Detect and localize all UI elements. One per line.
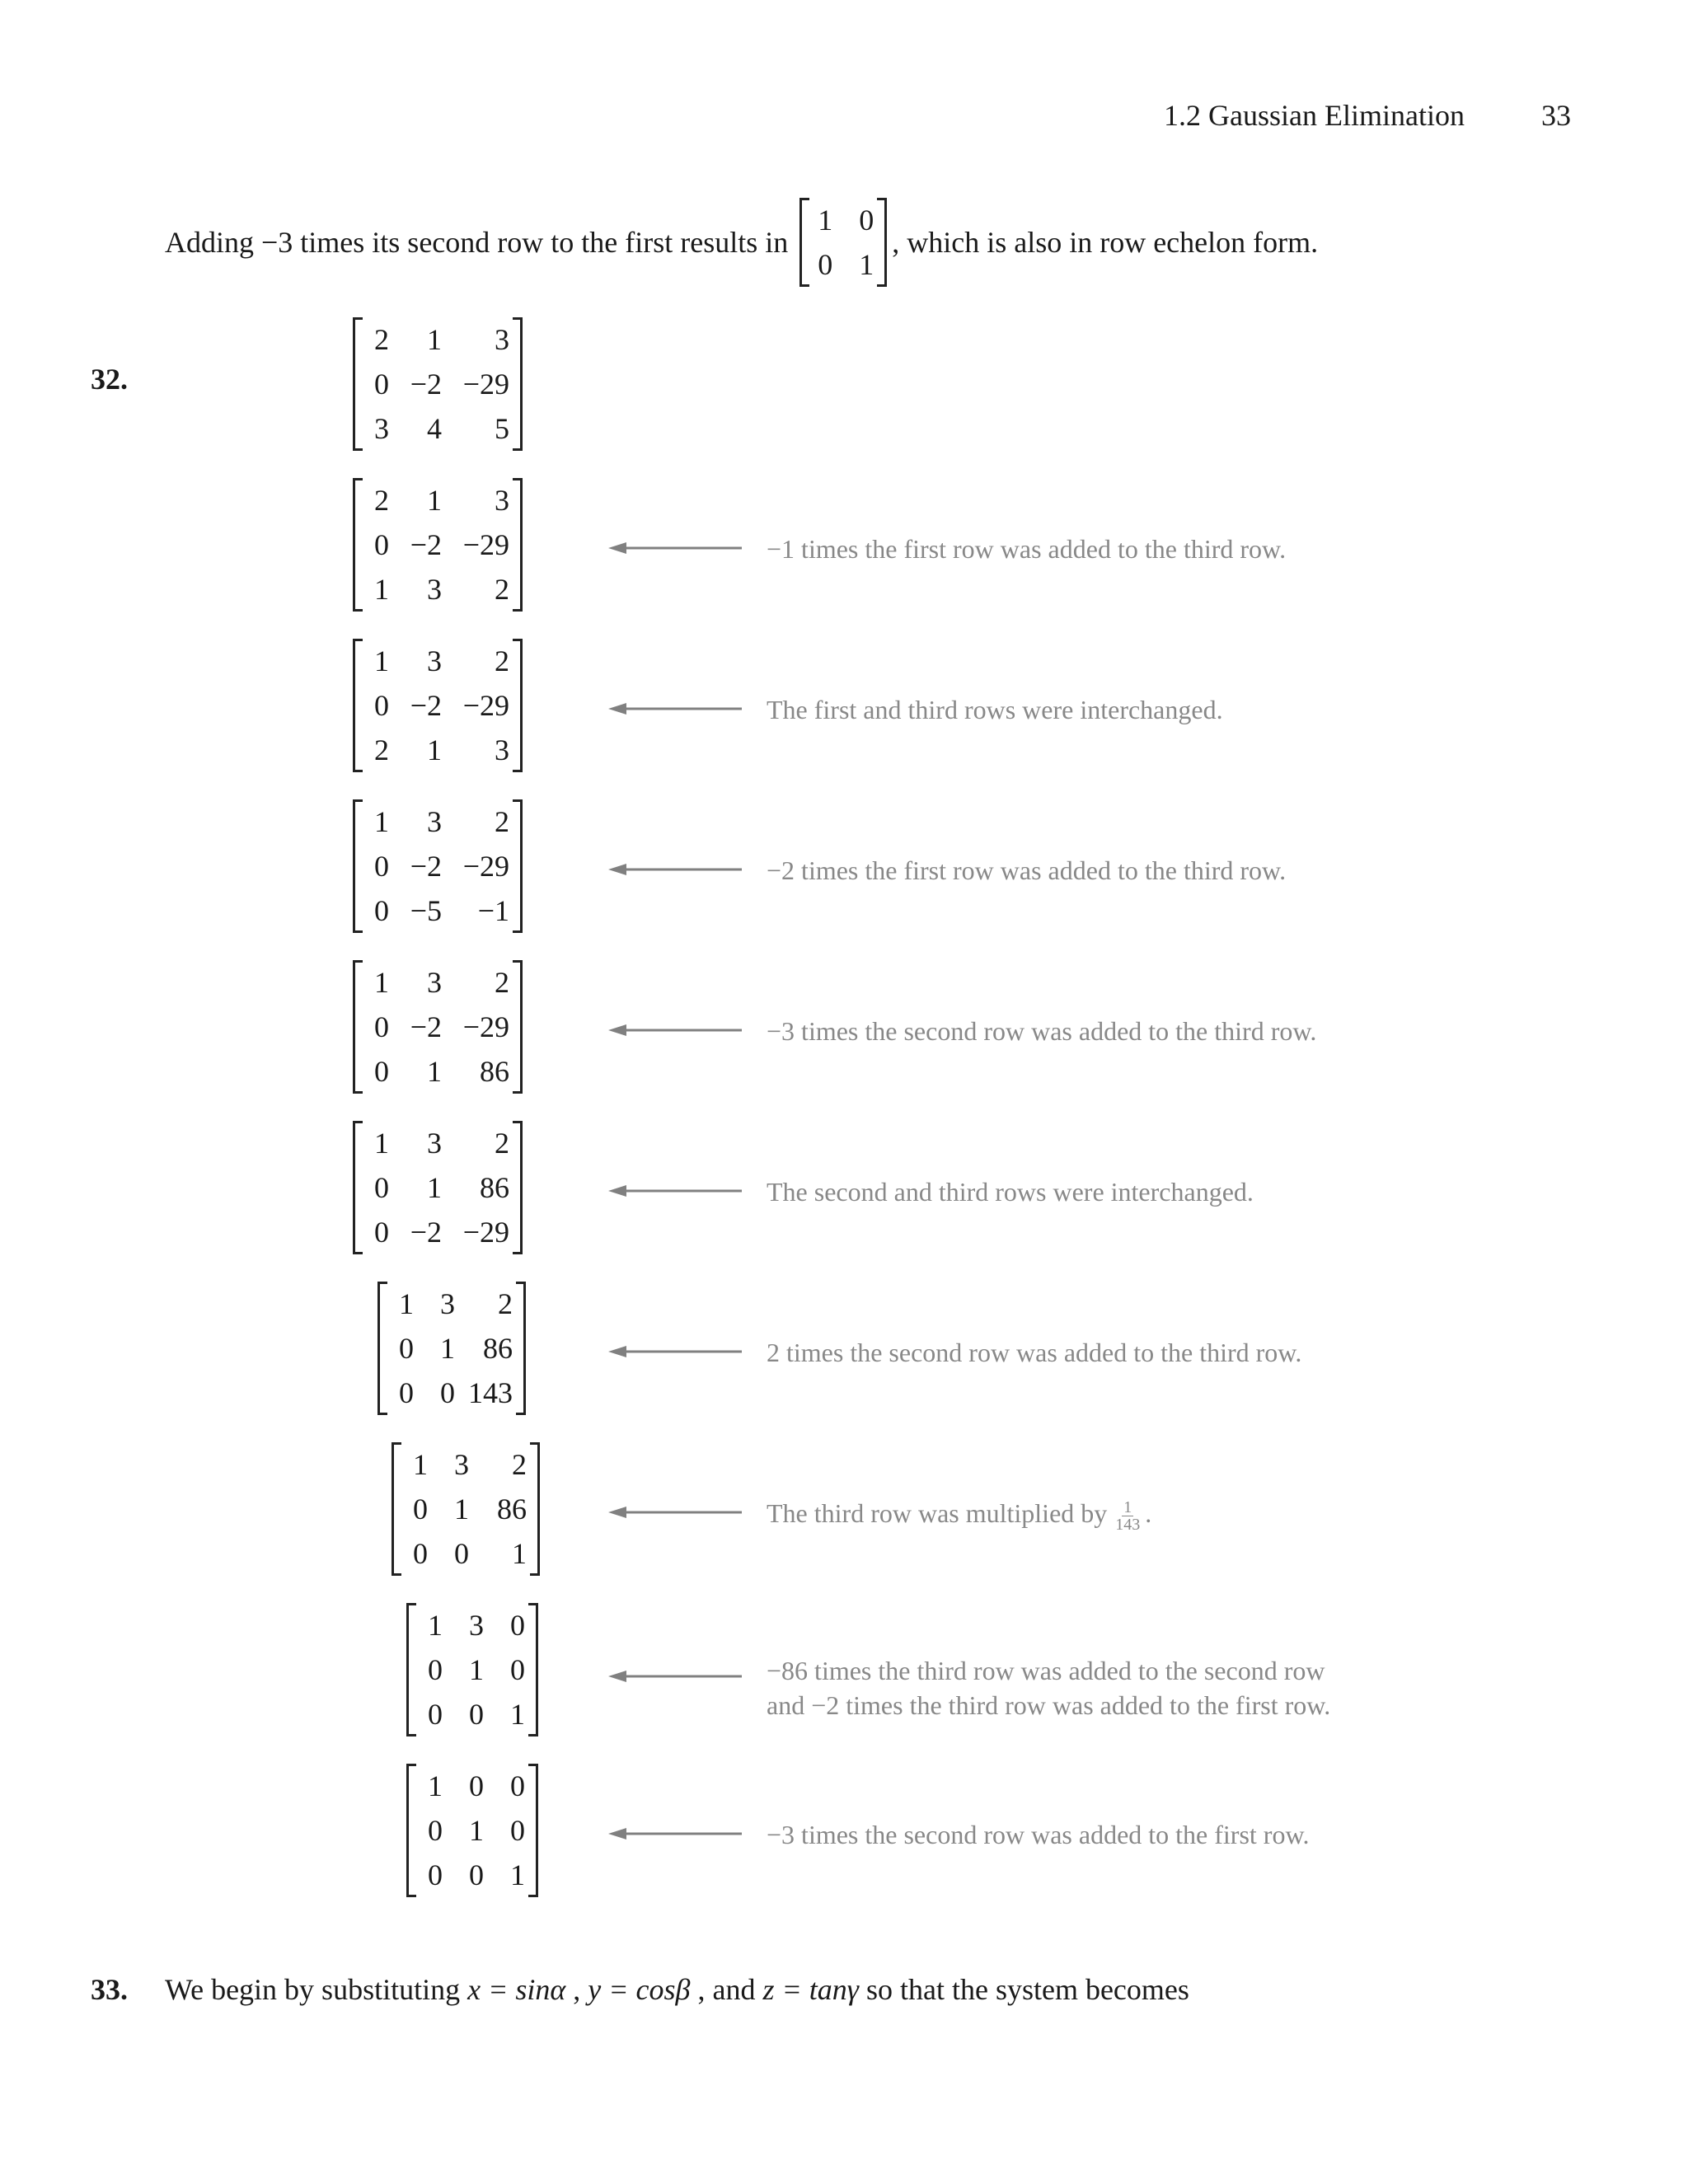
matrix-cell: 0	[413, 1537, 428, 1570]
matrix-cell: 0	[454, 1537, 469, 1570]
step-note-text: The first and third rows were interchanged.	[767, 695, 1223, 724]
matrix-cell: 2	[495, 573, 509, 606]
matrix-cell: 1	[469, 1814, 484, 1847]
matrix-cell: 0	[374, 1055, 389, 1088]
matrix-cell: 0	[374, 368, 389, 401]
bracket-left	[353, 799, 363, 933]
matrix-cell: −29	[462, 1010, 509, 1043]
matrix-cell: 2	[374, 733, 389, 766]
step-note-8	[767, 1496, 1151, 1533]
bracket-left	[353, 1121, 363, 1254]
matrix-cell: 1	[427, 484, 442, 517]
bracket-right	[513, 960, 523, 1094]
matrix-cell: 1	[427, 1055, 442, 1088]
bracket-right	[513, 639, 523, 772]
matrix-cell: 0	[413, 1493, 428, 1526]
matrix-cell: 1	[859, 248, 874, 281]
step-note-10	[767, 1817, 1309, 1852]
step-note-text-line2: and −2 times the third row was added to the first row.	[767, 1690, 1331, 1720]
problem-33-text	[165, 1971, 1189, 2008]
bracket-right	[528, 1764, 538, 1897]
matrix-cell: 1	[374, 644, 389, 677]
matrix-cell: 5	[495, 412, 509, 445]
p33-expr-x: x = sinα	[467, 1973, 566, 2006]
matrix-cell: 1	[510, 1698, 525, 1731]
bracket-right	[516, 1282, 526, 1415]
matrix-cell: 3	[469, 1609, 484, 1642]
matrix-cell: 0	[469, 1769, 484, 1802]
matrix-cell: 0	[428, 1653, 443, 1686]
matrix-cell: −2	[410, 1010, 442, 1043]
matrix-cell: 0	[510, 1814, 525, 1847]
matrix-cell: −2	[410, 1216, 442, 1249]
matrix-cell: 3	[374, 412, 389, 445]
matrix-cell: 1	[818, 204, 833, 237]
matrix-cell: 86	[497, 1493, 527, 1526]
p33-expr-y: y = cosβ	[588, 1973, 691, 2006]
matrix-cell: −29	[462, 368, 509, 401]
matrix-cell: 1	[413, 1448, 428, 1481]
matrix-cell: −2	[410, 850, 442, 883]
matrix-step-8	[392, 1442, 540, 1576]
problem-number-33: 33.	[91, 1973, 128, 2006]
left-arrow-icon	[608, 861, 742, 878]
matrix-cell: 0	[428, 1858, 443, 1891]
matrix-cell: 2	[374, 484, 389, 517]
matrix-cell: 0	[428, 1814, 443, 1847]
matrix-cell: 2	[498, 1287, 513, 1320]
step-note-text: −3 times the second row was added to the third row.	[767, 1016, 1317, 1046]
matrix-cell: 1	[427, 1171, 442, 1204]
left-arrow-icon	[608, 1343, 742, 1360]
intro-sentence	[165, 198, 1318, 287]
matrix-cell: 0	[469, 1858, 484, 1891]
bracket-right	[513, 317, 523, 451]
matrix-cell: 1	[374, 573, 389, 606]
matrix-step-7	[377, 1282, 526, 1415]
bracket-left	[377, 1282, 387, 1415]
matrix-cell: 143	[468, 1376, 513, 1409]
left-arrow-icon	[608, 1022, 742, 1038]
matrix-cell: 1	[512, 1537, 527, 1570]
left-arrow-icon	[608, 701, 742, 717]
matrix-cell: 2	[374, 323, 389, 356]
p33-text-2: ,	[565, 1973, 588, 2006]
matrix-cell: 2	[512, 1448, 527, 1481]
matrix-cell: −2	[410, 528, 442, 561]
matrix-step-3	[353, 639, 523, 772]
matrix-cell: 0	[374, 528, 389, 561]
step-note-text: −3 times the second row was added to the first row.	[767, 1820, 1310, 1849]
bracket-left	[392, 1442, 401, 1576]
matrix-step-10	[406, 1764, 538, 1897]
step-note-text: 2 times the second row was added to the third row.	[767, 1338, 1302, 1367]
matrix-cell: 1	[374, 966, 389, 999]
matrix-cell: 3	[427, 805, 442, 838]
p33-expr-z: z = tanγ	[762, 1973, 859, 2006]
left-arrow-icon	[608, 1504, 742, 1521]
matrix-cell: 1	[428, 1769, 443, 1802]
matrix-cell: 0	[428, 1698, 443, 1731]
matrix-cell: 2	[495, 644, 509, 677]
matrix-cell: 2	[495, 805, 509, 838]
matrix-cell: −1	[477, 894, 509, 927]
matrix-step-4	[353, 799, 523, 933]
matrix-cell: 3	[454, 1448, 469, 1481]
p33-text-1: We begin by substituting	[165, 1973, 468, 2006]
matrix-step-1	[353, 317, 523, 451]
matrix-cell: −2	[410, 689, 442, 722]
matrix-cell: 0	[859, 204, 874, 237]
left-arrow-icon	[608, 540, 742, 556]
fraction	[1115, 1499, 1140, 1533]
bracket-right	[513, 478, 523, 612]
matrix-cell: 3	[495, 323, 509, 356]
matrix-cell: 0	[510, 1653, 525, 1686]
matrix-cell: 1	[454, 1493, 469, 1526]
matrix-cell: 0	[374, 1216, 389, 1249]
page-number: 33	[1541, 99, 1571, 132]
bracket-left	[353, 639, 363, 772]
bracket-left	[353, 478, 363, 612]
matrix-cell: 0	[374, 1010, 389, 1043]
p33-text-3: , and	[690, 1973, 763, 2006]
matrix-step-6	[353, 1121, 523, 1254]
step-note-7	[767, 1335, 1301, 1370]
left-arrow-icon	[608, 1668, 742, 1685]
matrix-step-9	[406, 1603, 538, 1736]
step-note-3	[767, 692, 1223, 727]
matrix-cell: 0	[399, 1332, 414, 1365]
step-note-text: The second and third rows were interchanged.	[767, 1177, 1254, 1207]
matrix-cell: 1	[374, 805, 389, 838]
bracket-right	[530, 1442, 540, 1576]
step-note-9	[767, 1653, 1330, 1722]
matrix-cell: 1	[440, 1332, 455, 1365]
bracket-right	[513, 1121, 523, 1254]
step-note-5	[767, 1014, 1316, 1048]
matrix-step-5	[353, 960, 523, 1094]
matrix-cell: 4	[427, 412, 442, 445]
left-arrow-icon	[608, 1183, 742, 1199]
intro-text-before: Adding −3 times its second row to the first results in	[165, 226, 789, 259]
matrix-cell: 0	[440, 1376, 455, 1409]
matrix-cell: 3	[495, 484, 509, 517]
matrix-cell: 0	[374, 894, 389, 927]
step-note-text: −86 times the third row was added to the second row	[767, 1656, 1325, 1685]
matrix-cell: 86	[480, 1171, 509, 1204]
step-note-4	[767, 853, 1286, 888]
matrix-cell: 1	[427, 733, 442, 766]
matrix-cell: 0	[469, 1698, 484, 1731]
left-arrow-icon	[608, 1825, 742, 1842]
bracket-right	[513, 799, 523, 933]
step-note-end: .	[1145, 1498, 1152, 1528]
matrix-cell: 1	[510, 1858, 525, 1891]
bracket-right	[528, 1603, 538, 1736]
matrix-cell: 2	[495, 966, 509, 999]
section-title: 1.2 Gaussian Elimination	[1164, 99, 1465, 132]
matrix-cell: 0	[510, 1769, 525, 1802]
bracket-left	[353, 960, 363, 1094]
step-note-6	[767, 1174, 1254, 1209]
matrix-cell: −29	[462, 528, 509, 561]
matrix-cell: 0	[818, 248, 833, 281]
matrix-cell: 3	[440, 1287, 455, 1320]
matrix-cell: 3	[427, 1127, 442, 1160]
matrix-cell: −29	[462, 850, 509, 883]
p33-text-4: so that the system becomes	[858, 1973, 1189, 2006]
matrix-cell: 1	[469, 1653, 484, 1686]
matrix-cell: −29	[462, 1216, 509, 1249]
fraction-numerator: 1	[1123, 1498, 1132, 1517]
step-note-text: −2 times the first row was added to the third row.	[767, 855, 1287, 885]
matrix-cell: 0	[399, 1376, 414, 1409]
matrix-cell: −29	[462, 689, 509, 722]
step-note-text: −1 times the first row was added to the third row.	[767, 534, 1287, 564]
matrix-cell: 86	[483, 1332, 513, 1365]
matrix-cell: 1	[374, 1127, 389, 1160]
matrix-cell: 3	[495, 733, 509, 766]
step-note-2	[767, 532, 1286, 566]
matrix-cell: −5	[410, 894, 442, 927]
problem-number-32: 32.	[91, 363, 128, 396]
matrix-cell: 3	[427, 644, 442, 677]
bracket-left	[406, 1764, 416, 1897]
intro-text-after: , which is also in row echelon form.	[892, 226, 1319, 259]
matrix-cell: 2	[495, 1127, 509, 1160]
matrix-step-2	[353, 478, 523, 612]
bracket-left	[353, 317, 363, 451]
fraction-denominator: 143	[1115, 1516, 1141, 1535]
matrix-cell: 0	[374, 1171, 389, 1204]
matrix-cell: 1	[427, 323, 442, 356]
matrix-cell: 1	[428, 1609, 443, 1642]
bracket-left	[406, 1603, 416, 1736]
matrix-cell: 0	[374, 850, 389, 883]
matrix-cell: 0	[374, 689, 389, 722]
matrix-cell: 3	[427, 966, 442, 999]
matrix-cell: 3	[427, 573, 442, 606]
matrix-cell: 86	[480, 1055, 509, 1088]
matrix-cell: 0	[510, 1609, 525, 1642]
matrix-cell: 1	[399, 1287, 414, 1320]
step-note-text: The third row was multiplied by	[767, 1498, 1108, 1528]
identity-matrix-2x2	[799, 198, 887, 287]
matrix-cell: −2	[410, 368, 442, 401]
